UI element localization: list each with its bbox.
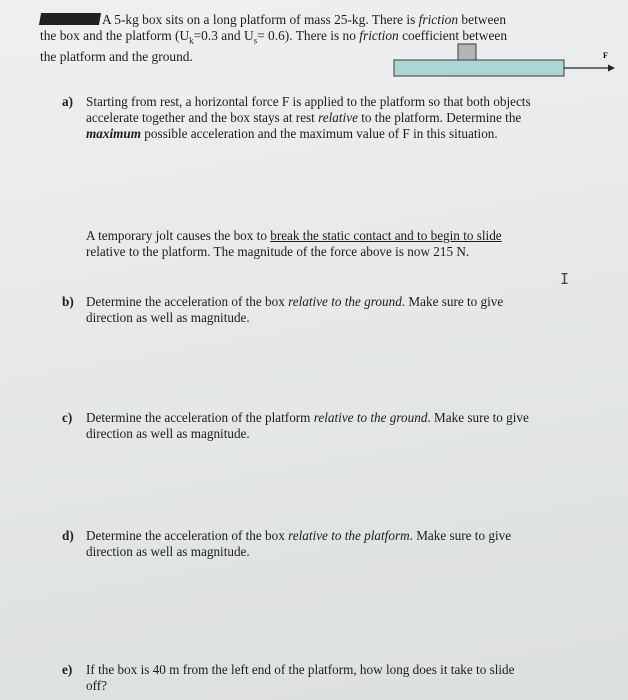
force-arrowhead xyxy=(608,65,615,72)
problem-intro: A 5-kg box sits on a long platform of mass 25-kg. There is friction between the box and the platform ($U_k=0.3$ and $U_s= 0.6$). There is no friction coefficient between the platform and the ground. xyxy=(40,12,508,65)
part-e: e) If the box is 40 m from the left end of the platform, how long does it take to slide off? xyxy=(62,662,532,694)
box-platform-diagram xyxy=(340,36,628,96)
part-b-text: Determine the acceleration of the box relative to the ground. Make sure to give direction as well as magnitude. xyxy=(86,294,504,325)
part-a: a) Starting from rest, a horizontal force F is applied to the platform so that both objects accelerate together and the box stays at rest relative to the platform. Determine the maximum possible acceleration and the maximum value of F in this situation. xyxy=(62,94,531,141)
text-cursor-icon: I xyxy=(560,270,570,288)
platform xyxy=(394,60,564,76)
force-label: F xyxy=(603,51,608,60)
part-e-text: If the box is 40 m from the left end of the platform, how long does it take to slide off? xyxy=(86,662,515,693)
part-d-text: Determine the acceleration of the box relative to the platform. Make sure to give direction as well as magnitude. xyxy=(86,528,512,559)
part-d: d) Determine the acceleration of the box relative to the platform. Make sure to give direction as well as magnitude. xyxy=(62,528,532,560)
box xyxy=(458,44,476,60)
jolt-note: A temporary jolt causes the box to break the static contact and to begin to slide relative to the platform. The magnitude of the force above is now 215 N. xyxy=(86,228,502,259)
part-b: b) Determine the acceleration of the box relative to the ground. Make sure to give direction as well as magnitude. xyxy=(62,294,532,326)
part-c: c) Determine the acceleration of the platform relative to the ground. Make sure to give direction as well as magnitude. xyxy=(62,410,532,442)
redacted-mark xyxy=(39,13,101,25)
part-c-text: Determine the acceleration of the platform relative to the ground. Make sure to give direction as well as magnitude. xyxy=(86,410,529,441)
part-a-text: Starting from rest, a horizontal force F is applied to the platform so that both objects accelerate together and the box stays at rest relative to the platform. Determine the maximum possible acceleration and the maximum value of F in this situation. xyxy=(86,94,531,141)
